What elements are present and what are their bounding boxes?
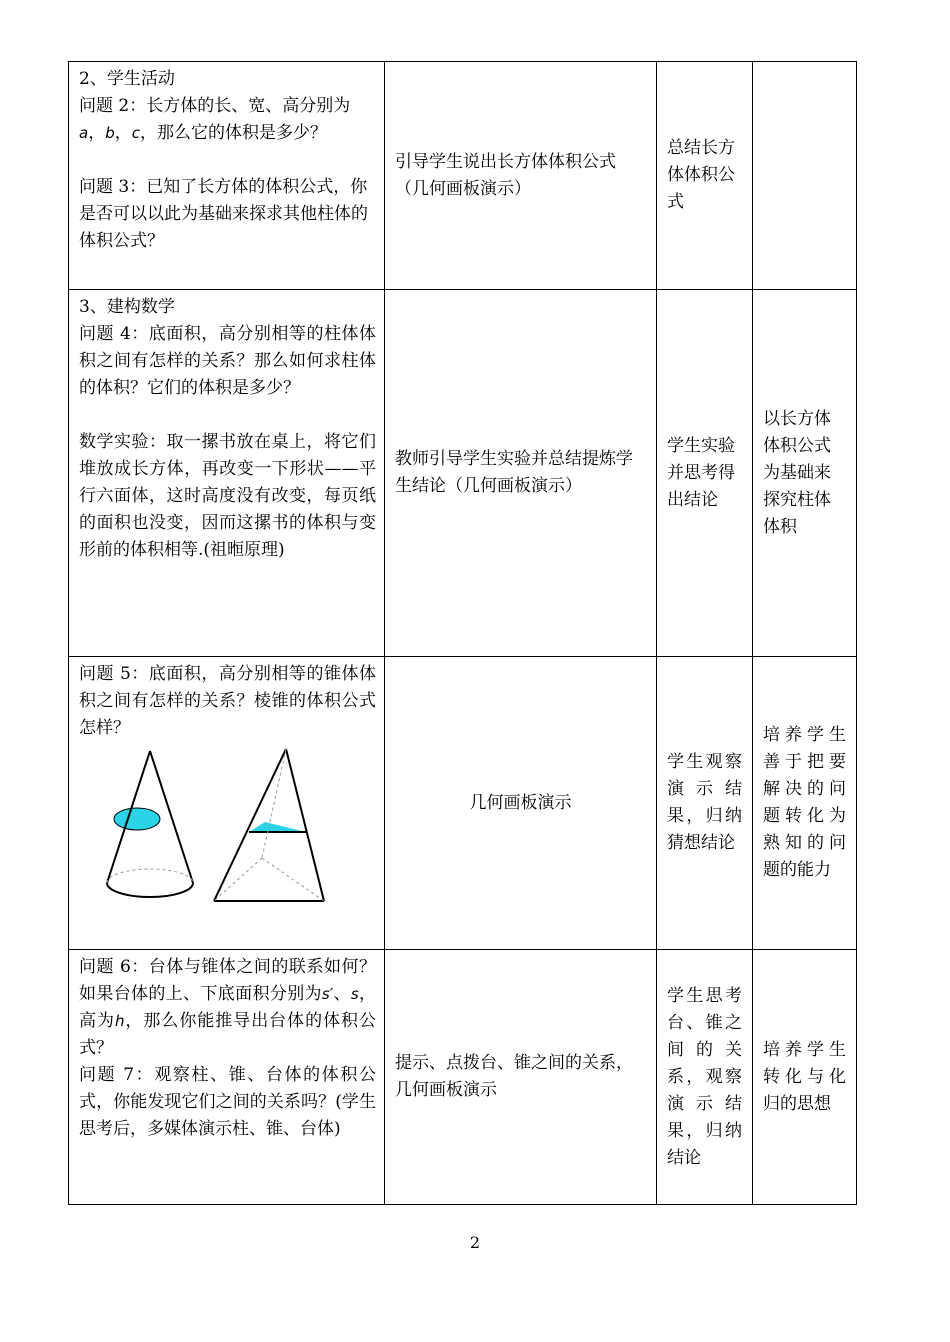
purpose-cell bbox=[753, 62, 857, 290]
question-4: 问题 4：底面积，高分别相等的柱体体积之间有怎样的关系？那么如何求柱体的体积？它们的体积是多少？ bbox=[79, 324, 376, 398]
question-3: 问题 3：已知了长方体的体积公式，你是否可以以此为基础来探求其他柱体的体积公式？ bbox=[79, 177, 368, 251]
student-cell: 学生思考台、锥之间的关系，观察演示结果，归纳结论 bbox=[657, 950, 753, 1205]
pyramid-figure bbox=[214, 749, 324, 901]
table-row bbox=[69, 950, 857, 1205]
purpose-cell: 培养学生转化与化归的思想 bbox=[753, 950, 857, 1205]
question-5: 问题 5：底面积，高分别相等的锥体体积之间有怎样的关系？棱锥的体积公式怎样？ bbox=[79, 664, 376, 738]
question-7: 问题 7：观察柱、锥、台体的体积公式，你能发现它们之间的关系吗？(学生思考后，多媒体演示柱、锥、台体) bbox=[79, 1065, 376, 1139]
question-6: 问题 6：台体与锥体之间的联系如何？如果台体的上、下底面积分别为s′、s，高为h，那么你能推导出台体的体积公式？ bbox=[79, 957, 377, 1058]
teacher-cell: 教师引导学生实验并总结提炼学生结论（几何画板演示） bbox=[385, 290, 657, 657]
lesson-plan-table bbox=[68, 61, 857, 1205]
teacher-cell: 几何画板演示 bbox=[385, 657, 657, 950]
student-cell: 总结长方体体积公式 bbox=[657, 62, 753, 290]
student-cell: 学生实验并思考得出结论 bbox=[657, 290, 753, 657]
teacher-cell: 提示、点拨台、锥之间的关系，几何画板演示 bbox=[385, 950, 657, 1205]
math-experiment: 数学实验：取一摞书放在桌上，将它们堆放成长方体，再改变一下形状——平行六面体，这时高度没有改变，每页纸的面积也没变，因而这摞书的体积与变形前的体积相等.(祖暅原理) bbox=[79, 432, 376, 560]
table-row bbox=[69, 657, 857, 950]
activity-cell bbox=[69, 950, 385, 1205]
activity-cell bbox=[69, 657, 385, 950]
activity-cell bbox=[69, 290, 385, 657]
student-cell: 学生观察演示结果，归纳猜想结论 bbox=[657, 657, 753, 950]
table-row bbox=[69, 290, 857, 657]
question-2: 问题 2：长方体的长、宽、高分别为a，b，c，那么它的体积是多少？ bbox=[79, 96, 351, 143]
cone-figure bbox=[107, 751, 193, 897]
pyramid-cross-section bbox=[249, 822, 306, 832]
section-heading: 2、学生活动 bbox=[79, 69, 175, 89]
teacher-cell: 引导学生说出长方体体积公式（几何画板演示） bbox=[385, 62, 657, 290]
purpose-cell: 培养学生善于把要解决的问题转化为熟知的问题的能力 bbox=[753, 657, 857, 950]
activity-cell bbox=[69, 62, 385, 290]
cone-base-back bbox=[107, 869, 193, 883]
cone-cross-section bbox=[114, 808, 160, 830]
purpose-cell: 以长方体体积公式为基础来探究柱体体积 bbox=[753, 290, 857, 657]
cone-base-front bbox=[107, 883, 193, 897]
page-number: 2 bbox=[469, 1233, 481, 1252]
cone-pyramid-figure bbox=[79, 746, 375, 916]
table-row bbox=[69, 62, 857, 290]
section-heading: 3、建构数学 bbox=[79, 297, 175, 317]
